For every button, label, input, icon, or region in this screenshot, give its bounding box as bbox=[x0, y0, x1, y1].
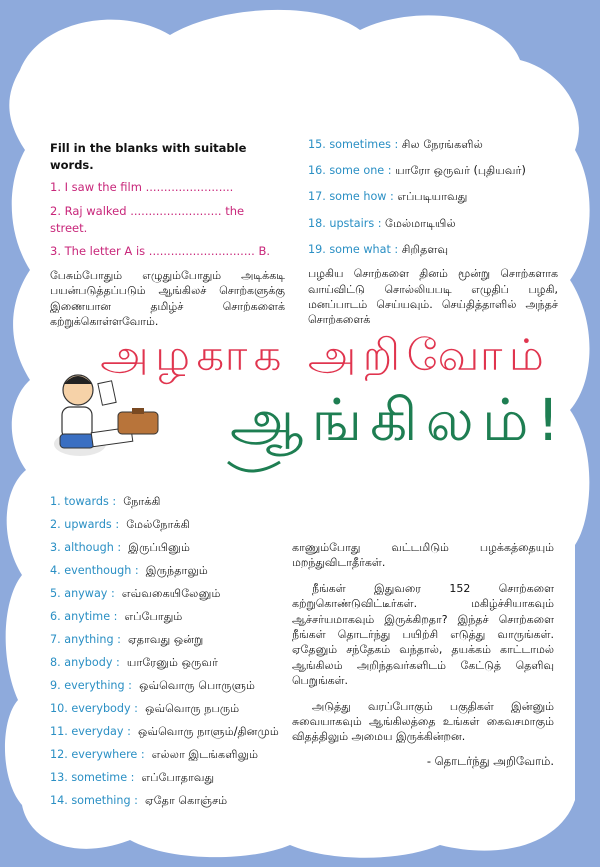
tamil-meaning: ஒவ்வொரு நபரும் bbox=[145, 702, 240, 716]
list-item bbox=[50, 701, 295, 717]
word-list bbox=[50, 494, 295, 816]
list-item bbox=[308, 242, 558, 258]
list-item bbox=[308, 216, 558, 232]
list-item bbox=[50, 770, 295, 786]
exercise-heading: Fill in the blanks with suitable words. bbox=[50, 141, 247, 172]
tamil-meaning: எப்படியாவது bbox=[397, 190, 468, 204]
tamil-meaning: எவ்வகையிலேனும் bbox=[121, 587, 221, 601]
list-item bbox=[308, 189, 558, 205]
intro-paragraph: பேசும்போதும் எழுதும்போதும் அடிக்கடி பயன்படுத்தப்படும் ஆங்கிலச் சொற்களுக்கு இணையான தமிழ்ச் சொற்களைக் கற்றுக்கொள்ளவோம். bbox=[50, 269, 285, 329]
title-line-1: அழகாக அறிவோம் bbox=[100, 330, 551, 381]
english-word: 1. towards : bbox=[50, 495, 117, 508]
english-word: 3. although : bbox=[50, 541, 122, 555]
tamil-meaning: நோக்கி bbox=[123, 495, 161, 508]
exercise-item: 3. The letter A is ............................. B. bbox=[50, 244, 270, 259]
list-item bbox=[50, 632, 295, 648]
english-word: 8. anybody : bbox=[50, 656, 120, 670]
exercise-block bbox=[50, 140, 285, 330]
english-word: 14. something : bbox=[50, 794, 138, 808]
tamil-meaning: மேல்நோக்கி bbox=[126, 518, 190, 532]
tamil-meaning: சில நேரங்களில் bbox=[401, 138, 483, 151]
list-item bbox=[50, 793, 295, 809]
english-word: 13. sometime : bbox=[50, 771, 135, 785]
list-item bbox=[308, 137, 558, 153]
list-item bbox=[308, 163, 558, 179]
english-word: 18. upstairs : bbox=[308, 216, 382, 230]
english-word: 7. anything : bbox=[50, 633, 121, 647]
tamil-meaning: இருப்பினும் bbox=[128, 541, 191, 555]
tamil-meaning: எப்போதாவது bbox=[141, 771, 215, 785]
english-word: 12. everywhere : bbox=[50, 748, 145, 762]
right-top-paragraph: பழகிய சொற்களை தினம் மூன்று சொற்களாக வாய்விட்டு சொல்லியபடி எழுதிப் பழகி, மனப்பாடம் செய்யவும். செய்தித்தாளில் அந்தச் சொற்களைக் bbox=[308, 267, 558, 327]
english-word: 6. anytime : bbox=[50, 610, 118, 624]
exercise-item: 2. Raj walked ......................... the street. bbox=[50, 204, 245, 235]
english-word: 15. sometimes : bbox=[308, 138, 399, 151]
tamil-meaning: மேல்மாடியில் bbox=[385, 216, 456, 230]
list-item bbox=[50, 724, 295, 740]
signoff: - தொடர்ந்து அறிவோம். bbox=[426, 753, 554, 768]
paragraph: காணும்போது வட்டமிடும் பழக்கத்தையும் மறந்துவிடாதீர்கள். bbox=[292, 541, 554, 570]
paragraph: நீங்கள் இதுவரை 152 சொற்களை கற்றுகொண்டுவிட்டீர்கள். மகிழ்ச்சியாகவும் ஆச்சர்யமாகவும் இருக்கிறதா? இந்தச் சொற்களை நீங்கள் தொடர்ந்து பயிற்சி எடுத்து வாருங்கள். ஏதேனும் சந்தேகம் வந்தால், தயக்கம் காட்டாமல் ஆங்கிலம் அறிந்தவர்களிடம் கேட்டுத் தெளிவு பெறுங்கள். bbox=[292, 581, 554, 688]
list-item bbox=[50, 655, 295, 671]
list-item bbox=[50, 563, 295, 579]
english-word: 16. some one : bbox=[308, 164, 392, 178]
tamil-meaning: ஏதோ கொஞ்சம் bbox=[145, 794, 228, 808]
tamil-meaning: ஒவ்வொரு பொருளும் bbox=[139, 679, 256, 693]
list-item bbox=[50, 517, 295, 533]
right-top-column bbox=[308, 137, 558, 328]
tamil-meaning: ஒவ்வொரு நாளும்/தினமும் bbox=[137, 725, 279, 739]
english-word: 9. everything : bbox=[50, 679, 132, 693]
tamil-meaning: இருந்தாலும் bbox=[145, 564, 208, 578]
tamil-meaning: யாரோ ஒருவர் (புதியவர்) bbox=[395, 164, 526, 178]
list-item bbox=[50, 586, 295, 602]
list-item bbox=[50, 540, 295, 556]
english-word: 17. some how : bbox=[308, 190, 394, 204]
english-word: 5. anyway : bbox=[50, 587, 115, 601]
list-item bbox=[50, 494, 295, 510]
english-word: 10. everybody : bbox=[50, 702, 138, 716]
tamil-meaning: யாரேனும் ஒருவர் bbox=[126, 656, 218, 670]
boy-reading-illustration bbox=[54, 375, 158, 456]
right-bottom-column bbox=[292, 540, 554, 769]
list-item bbox=[50, 609, 295, 625]
english-word: 11. everyday : bbox=[50, 725, 131, 739]
paragraph: அடுத்து வரப்போகும் பகுதிகள் இன்னும் சுவையாகவும் ஆங்கிலத்தை உங்கள் கைவசமாகும் விதத்திலும் அமைய இருக்கின்றன. bbox=[292, 699, 554, 744]
list-item bbox=[50, 678, 295, 694]
exercise-item: 1. I saw the film ........................ bbox=[50, 180, 234, 195]
english-word: 2. upwards : bbox=[50, 518, 120, 532]
english-word: 19. some what : bbox=[308, 242, 399, 256]
tamil-meaning: சிறிதளவு bbox=[401, 242, 449, 256]
title-art bbox=[40, 312, 580, 482]
tamil-meaning: ஏதாவது ஒன்று bbox=[128, 633, 204, 647]
english-word: 4. eventhough : bbox=[50, 564, 139, 578]
list-item bbox=[50, 747, 295, 763]
tamil-meaning: எப்போதும் bbox=[124, 610, 183, 624]
title-line-2: ஆங்கிலம்! bbox=[230, 386, 568, 454]
tamil-meaning: எல்லா இடங்களிலும் bbox=[151, 748, 259, 762]
